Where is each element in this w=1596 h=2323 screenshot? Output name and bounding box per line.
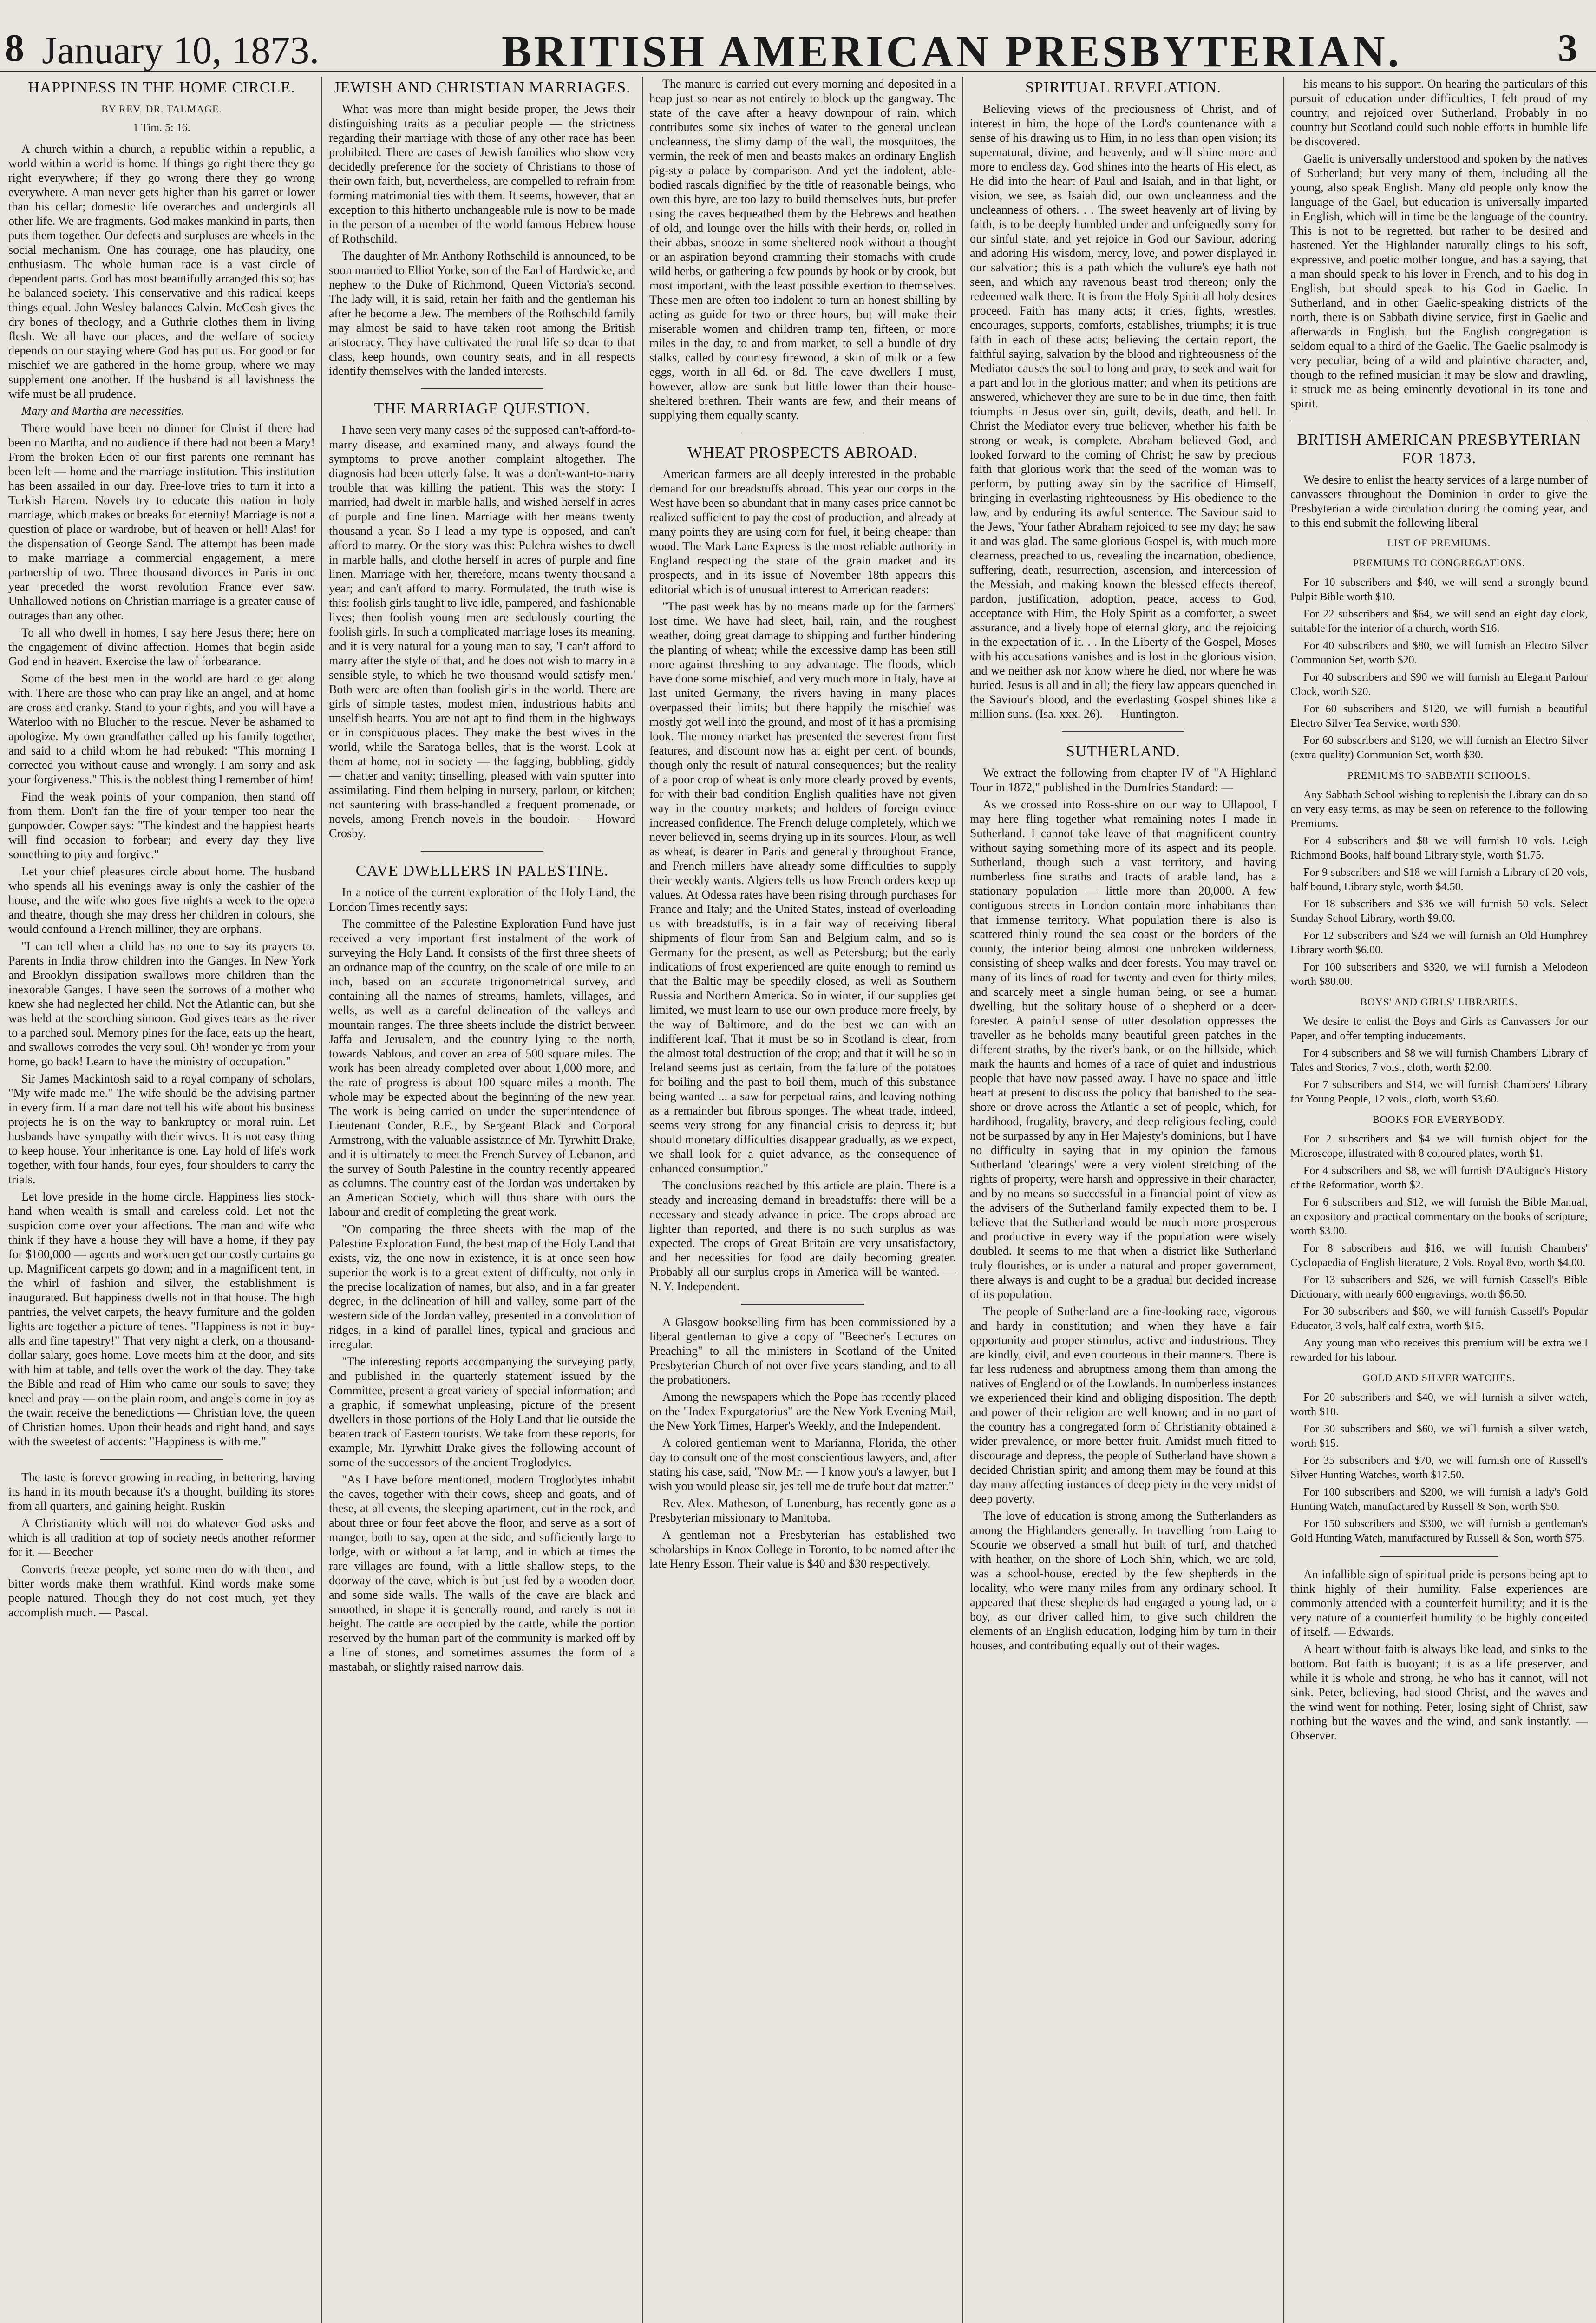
article-heading-sutherland: SUTHERLAND. xyxy=(1066,743,1181,760)
column-rule xyxy=(642,77,643,2323)
masthead xyxy=(0,0,1596,76)
premium-item: For 150 subscribers and $300, we will furnish a gentleman's Gold Hunting Watch, manufactured by Russell & Son, worth $75. xyxy=(1290,1518,1588,1544)
paragraph: A Christianity which will not do whatever God asks and which is all tradition at top of society needs another reformer for it. — Beecher xyxy=(8,1516,315,1559)
premium-item: For 22 subscribers and $64, we will send an eight day clock, suitable for the interior of a church, worth $16. xyxy=(1290,608,1588,635)
article-heading-marriage-question: THE MARRIAGE QUESTION. xyxy=(374,400,590,417)
paragraph: To all who dwell in homes, I say here Jesus there; here on the engagement of divine affection. Homes that begin aside God end in heaven. Exercise the law of forbearance. xyxy=(8,626,315,668)
paragraph: The daughter of Mr. Anthony Rothschild is announced, to be soon married to Elliot Yorke, son of the Earl of Hardwicke, and nephew to the Duke of Richmond, Queen Victoria's second. The lady will, it is said, retain her faith and the gentleman his after he become a Jew. The members of the Rothschild family may almost be said to have taken root among the British aristocracy. They have cultivated the rural life so dear to that class, keep hounds, own country seats, and in all respects identify themselves with the landed interests. xyxy=(329,249,635,378)
premium-item: For 6 subscribers and $12, we will furnish the Bible Manual, an expository and practical commentary on the books of scripture, worth $3.00. xyxy=(1290,1196,1588,1237)
paragraph: A church within a church, a republic within a republic, a world within a world is home. If things go right there they go right everywhere; if they go wrong there they go wrong everywhere. A man never gets higher than his garret or lower than his cellar; domestic life overarches and undergirds all other life. We are fragments. God makes mankind in parts, then puts them together. Our defects and surpluses are wheels in the social mechanism. One has courage, one has plaudity, one enthusiasm. The whole human race is a vast circle of dependent parts. God has most beautifully arranged this so; has he balanced society. This conservative and this radical keeps things equal. John Wesley balances Calvin. McCosh gives the dry bones of theology, and a Guthrie clothes them in living flesh. We all have our places, and the welfare of society depends on our staying where God has put us. For good or for mischief we are gathered in the home group, where we may supplement one another. If the husband is all lavishness the wife must be all prudence. xyxy=(8,142,315,400)
paragraph: Converts freeze people, yet some men do with them, and bitter words make them wrathful. Kind words make some people natured. Though they do not cost much, yet they accomplish much. — Pascal. xyxy=(8,1562,315,1619)
premium-item: For 12 subscribers and $24 we will furnish an Old Humphrey Library worth $6.00. xyxy=(1290,930,1588,956)
paragraph: A colored gentleman went to Marianna, Florida, the other day to consult one of the most conscientious lawyers, and, after stating his case, said, "Now Mr. — I know you's a lawyer, but I wish you would please sir, jes tell me de trufe bout dat matter." xyxy=(649,1436,956,1493)
column-1 xyxy=(8,77,315,2323)
premium-section-heading: PREMIUMS TO CONGREGATIONS. xyxy=(1353,557,1525,569)
divider xyxy=(421,851,543,852)
issue-date: January 10, 1873. xyxy=(42,29,320,72)
article-heading-jewish-marriages: JEWISH AND CHRISTIAN MARRIAGES. xyxy=(334,79,631,96)
premium-item: For 10 subscribers and $40, we will send a strongly bound Pulpit Bible worth $10. xyxy=(1290,577,1588,603)
divider xyxy=(1290,420,1588,421)
premium-item: For 35 subscribers and $70, we will furnish one of Russell's Silver Hunting Watches, worth $17.50. xyxy=(1290,1455,1588,1481)
paragraph: A gentleman not a Presbyterian has established two scholarships in Knox College in Toronto, to be named after the late Henry Esson. Their value is $40 and $30 respectively. xyxy=(649,1528,956,1570)
column-3 xyxy=(649,77,956,2323)
article-heading-premiums: BRITISH AMERICAN PRESBYTERIAN FOR 1873. xyxy=(1297,431,1581,467)
column-2 xyxy=(329,77,635,2323)
divider xyxy=(100,1459,223,1460)
premium-section-heading: PREMIUMS TO SABBATH SCHOOLS. xyxy=(1347,769,1531,781)
premium-item: For 2 subscribers and $4 we will furnish object for the Microscope, illustrated with 8 coloured plates, worth $1. xyxy=(1290,1133,1588,1160)
article-heading-cave-dwellers: CAVE DWELLERS IN PALESTINE. xyxy=(355,862,609,879)
paragraph: What was more than might beside proper, the Jews their distinguishing traits as a peculiar people — the strictness regarding their marriage with those of any other race has been prohibited. There are cases of Jewish families who show very decidedly preference for the society of Christians to those of their own faith, but, nevertheless, are compelled to refrain from forming matrimonial ties with them. It seems, however, that an exception to this hitherto unchangeable rule is now to be made in the person of a member of the world famous Hebrew house of Rothschild. xyxy=(329,102,635,245)
premium-item: For 100 subscribers and $200, we will furnish a lady's Gold Hunting Watch, manufactured by Russell & Son, worth $50. xyxy=(1290,1486,1588,1513)
page-number-right: 3 xyxy=(1558,26,1577,70)
premium-item: For 4 subscribers and $8, we will furnish D'Aubigne's History of the Reformation, worth $2. xyxy=(1290,1165,1588,1191)
premium-item: Any young man who receives this premium will be extra well rewarded for his labour. xyxy=(1290,1337,1588,1364)
column-rule xyxy=(1283,77,1284,2323)
article-heading-home-circle: HAPPINESS IN THE HOME CIRCLE. xyxy=(28,79,295,96)
paragraph: Gaelic is universally understood and spoken by the natives of Sutherland; but very many of them, including all the young, also speak English. Many old people only know the language of the Gael, but education is universally imparted in English, which will in time be the language of the country. This is not to be regretted, but rather to be desired and hastened. Yet the Highlander naturally clings to his soft, expressive, and poetic mother tongue, and has a saying, that a man should speak to his lover in French, and to his dog in English, but should speak to his God in Gaelic. In Sutherland, and in other Gaelic-speaking districts of the north, there is on Sabbath divine service, first in Gaelic and afterwards in English, but the English congregation is seldom equal to a third of the Gaelic. The Gaelic psalmody is very peculiar, being of a wild and plaintive character, and, though to the refined musician it may be slow and drawling, it struck me as being eminently devotional in its tone and spirit. xyxy=(1290,152,1588,410)
divider xyxy=(741,1304,864,1305)
premium-item: We desire to enlist the Boys and Girls as Canvassers for our Paper, and offer tempting inducements. xyxy=(1290,1016,1588,1042)
paragraph: In a notice of the current exploration of the Holy Land, the London Times recently says: xyxy=(329,886,635,913)
divider xyxy=(1380,1556,1498,1557)
premium-item: For 40 subscribers and $90 we will furnish an Elegant Parlour Clock, worth $20. xyxy=(1290,671,1588,698)
paragraph: Sir James Mackintosh said to a royal company of scholars, "My wife made me." The wife should be the advising partner in every firm. If a man dare not tell his wife about his business projects he is on the way to bankruptcy or moral ruin. Let husbands have sympathy with their wives. It is not easy thing to keep house. Your inheritance is one. Lay hold of life's work together, with four hands, four eyes, four shoulders to carry the trials. xyxy=(8,1072,315,1186)
paragraph: The love of education is strong among the Sutherlanders as among the Highlanders generally. In travelling from Lairg to Scourie we observed a small hut built of turf, and thatched with heather, on the shore of Loch Shin, which, we are told, was a school-house, erected by the few shepherds in the locality, who were many miles from any ordinary school. It appeared that these shepherds had engaged a young lad, or a boy, as our driver called him, to give such children the elements of an English education, lodging him by turn in their houses, and contributing equally out of their wages. xyxy=(970,1509,1276,1652)
premium-item: For 18 subscribers and $36 we will furnish 50 vols. Select Sunday School Library, worth $9.00. xyxy=(1290,898,1588,925)
premium-item: For 4 subscribers and $8 we will furnish 10 vols. Leigh Richmond Books, half bound Library style, worth $1.75. xyxy=(1290,835,1588,861)
premium-item: For 13 subscribers and $26, we will furnish Cassell's Bible Dictionary, with nearly 600 engravings, worth $6.50. xyxy=(1290,1274,1588,1300)
premium-item: For 4 subscribers and $8 we will furnish Chambers' Library of Tales and Stories, 7 vols., cloth, worth $2.00. xyxy=(1290,1047,1588,1074)
paragraph: I have seen very many cases of the supposed can't-afford-to-marry disease, and examined many, and always found the symptoms to prove another complaint altogether. The diagnosis had been utterly false. It was a don't-want-to-marry trouble that was killing the patient. This was the story: I married, had dwelt in marble halls, and wished herself in acres of purple and fine linen. Marriage with her means twenty thousand a year. So I lead a my type is opposed, and can't afford to marry. Or the story was this: Pulchra wishes to dwell in marble halls, and clothe herself in acres of purple and fine linen. Marriage with her, therefore, means twenty thousand a year; and can't afford to marry. Formulated, the truth wise is this: foolish girls taught to live idle, pampered, and fashionable lives; then foolish young men are sedulously courting the foolish girls. In such a complicated marriage loses its meaning, and it is very natural for a young man to say, 'I can't afford to marry after the style of that, and he does not wish to marry in a sensible style, to which he two thousand would satisfy men.' Both were are often than foolish girls in the world. There are girls of simple tastes, modest mien, industrious habits and unselfish hearts. You are not apt to find them in the highways or in conspicuous places. They make the best wives in the world, while the Saratoga belles, that is the worst. Look at them at home, not in society — the fagging, bubbling, giddy — chatter and vanity; tinselling, pleased with vain sputter into assimilating. Find them helping in nursery, parlour, or kitchen; not sauntering with brass-handled a frequent promenade, or novels, among French novels in the boudoir. — Howard Crosby. xyxy=(329,423,635,840)
premium-item: For 9 subscribers and $18 we will furnish a Library of 20 vols, half bound, Library style, worth $4.50. xyxy=(1290,866,1588,893)
premium-section-heading: BOYS' AND GIRLS' LIBRARIES. xyxy=(1360,996,1518,1008)
premium-item: For 30 subscribers and $60, we will furnish a silver watch, worth $15. xyxy=(1290,1423,1588,1450)
paragraph: Find the weak points of your companion, then stand off from them. Don't fan the fire of your temper too near the gunpowder. Cowper says: "The kindest and the happiest hearts will find occasion to forbear; and every day they live something to pity and forgive." xyxy=(8,790,315,861)
subheading: Mary and Martha are necessities. xyxy=(21,404,184,418)
paragraph: An infallible sign of spiritual pride is persons being apt to think highly of their humility. False experiences are commonly attended with a counterfeit humility; and it is the very nature of a counterfeit humility to be highly conceited of itself. — Edwards. xyxy=(1290,1568,1588,1639)
article-byline: BY REV. DR. TALMAGE. xyxy=(101,103,222,115)
paragraph: Let your chief pleasures circle about home. The husband who spends all his evenings away is only the cashier of the house, and the wife who goes five nights a week to the opera and theatre, though she may dress her children in colours, she would confound a French milliner, they are orphans. xyxy=(8,865,315,936)
column-rule xyxy=(321,77,322,2323)
paragraph: Some of the best men in the world are hard to get along with. There are those who can pray like an angel, and at home are cross and cranky. Stand to your rights, and you will have a Waterloo with no Blucher to the rescue. Never be ashamed to apologize. My own grandfather called up his family together, and said to a child whom he had rebuked: "This morning I corrected you without cause and wrongly. I am sorry and ask your forgiveness." This is the noblest thing I remember of him! xyxy=(8,672,315,786)
paragraph: The people of Sutherland are a fine-looking race, vigorous and hardy in constitution; and when they have a fair opportunity and proper stimulus, active and industrious. They are kindly, civil, and even courteous in their manners. There is far less rudeness and abruptness among them than among the natives of England or of the Lowlands. In numberless instances we experienced their kind and obliging disposition. The depth and power of their religion are well known; and in no part of the country has a congregated form of Christianity obtained a wider prevalence, or more better fruit. Amidst much fitted to discourage and depress, the people of Sutherland have shown a decided Christian spirit; and among them may be found at this day many affecting instances of deep piety in the very midst of deep poverty. xyxy=(970,1305,1276,1505)
paragraph: The conclusions reached by this article are plain. There is a steady and increasing demand in breadstuffs: there will be a necessary and steady advance in price. The crops abroad are lighter than reported, and there is no such surplus as was expected. The crops of Great Britain are very unsatisfactory, and her necessities for food are daily becoming greater. Probably all our surplus crops in America will be wanted. — N. Y. Independent. xyxy=(649,1179,956,1293)
premium-list-title: LIST OF PREMIUMS. xyxy=(1387,537,1491,549)
page-number-left: 8 xyxy=(5,26,24,70)
premium-item: For 60 subscribers and $120, we will furnish a beautiful Electro Silver Tea Service, worth $30. xyxy=(1290,703,1588,729)
premium-item: For 8 subscribers and $16, we will furnish Chambers' Cyclopaedia of English literature, 2 Vols. Royal 8vo, worth $4.00. xyxy=(1290,1242,1588,1269)
article-heading-spiritual-revelation: SPIRITUAL REVELATION. xyxy=(1025,79,1222,96)
paragraph: There would have been no dinner for Christ if there had been no Martha, and no audience if there had not been a Mary! From the broken Eden of our first parents one remnant has been left — home and the marriage institution. This institution has been assailed in our day. Free-love tries to turn it into a Turkish Harem. Novels try to educate this nation in holy marriage, which makes or breaks for eternity! Marriage is not a question of place or wardrobe, but of heaven or hell! Alas! for the dispensation of George Sand. The attempt has been made to make marriage a commercial engagement, a mere partnership of two. Three thousand divorces in Paris in one year preceded the worst revolution France ever saw. Unhallowed notions on Christian marriage is a greater cause of outrages than any other. xyxy=(8,421,315,622)
newspaper-title: BRITISH AMERICAN PRESBYTERIAN. xyxy=(502,26,1402,76)
paragraph: "The interesting reports accompanying the surveying party, and published in the quarterly statement issued by the Committee, present a great variety of special information; and a graphic, if somewhat unpleasing, picture of the present dwellers in those portions of the Holy Land that lie outside the beaten track of Eastern tourists. We take from these reports, for example, Mr. Tyrwhitt Drake gives the following account of some of the successors of the ancient Troglodytes. xyxy=(329,1355,635,1469)
premium-item: For 20 subscribers and $40, we will furnish a silver watch, worth $10. xyxy=(1290,1391,1588,1418)
paragraph: "As I have before mentioned, modern Troglodytes inhabit the caves, together with their cows, sheep and goats, and of these, at all events, the sleeping apartment, cut in the rock, and about three or four feet above the floor, and serve as a sort of manger, both to say, open at the side, and sufficiently large to lodge, with or without a fat lamp, and in which at times the rare villages are found, with a little shallow steps, to the doorway of the cave, which is but just fed by a wooden door, and some side walls. The walls of the cave are black and smoothed, in shape it is generally round, and rarely is not in height. The cattle are occupied by the cattle, while the portion reserved by the human part of the community is marked off by a line of stones, and sometimes assumes the form of a mastabah, or slightly raised narrow dais. xyxy=(329,1473,635,1673)
paragraph: his means to his support. On hearing the particulars of this pursuit of education under difficulties, I felt proud of my country, and rejoiced over Sutherland. Probably in no country but Scotland could such noble efforts in humble life be discovered. xyxy=(1290,77,1588,148)
premium-item: For 100 subscribers and $320, we will furnish a Melodeon worth $80.00. xyxy=(1290,961,1588,988)
paragraph: Among the newspapers which the Pope has recently placed on the "Index Expurgatorius" are the New York Evening Mail, the New York Times, Harper's Weekly, and the Independent. xyxy=(649,1390,956,1432)
premium-item: For 60 subscribers and $120, we will furnish an Electro Silver (extra quality) Communion Set, worth $30. xyxy=(1290,735,1588,761)
paragraph: A heart without faith is always like lead, and sinks to the bottom. But faith is buoyant; it is as a life preserver, and while it is whole and strong, he who has it cannot, will not sink. Peter, believing, had stood Christ, and the waves and the wind went for nothing. Peter, losing sight of Christ, saw nothing but the waves and the wind, and sank instantly. — Observer. xyxy=(1290,1642,1588,1742)
paragraph: The committee of the Palestine Exploration Fund have just received a very important first instalment of the work of surveying the Holy Land. It consists of the first three sheets of an ordnance map of the country, on the scale of one mile to an inch, based on an accurate trigonometrical survey, and containing all the names of streams, hamlets, villages, and wells, as well as a careful delineation of the valleys and mountain ranges. The three sheets include the district between Jaffa and Jerusalem, and the country lying to the north, towards Nablous, and cover an area of 500 square miles. The work has been already completed over about 1,000 more, and the rate of progress is about 100 square miles a month. The whole may be expected about the beginning of the new year. The work is being carried on under the superintendence of Lieutenant Conder, R.E., by Sergeant Black and Corporal Armstrong, with the valuable assistance of Mr. Tyrwhitt Drake, and it is ultimately to meet the French Survey of Lebanon, and the survey of South Palestine in the country recently appeared as columns. The country east of the Jordan was undertaken by an American Society, which will thus share with ours the labour and credit of completing the great work. xyxy=(329,917,635,1219)
home-circle-body xyxy=(8,142,315,1449)
paragraph: "The past week has by no means made up for the farmers' lost time. We have had sleet, hail, rain, and the roughest weather, doing great damage to shipping and further hindering the planting of wheat; while the excessive damp has been still more against threshing to any advantage. The floods, which have done some mischief, and very much more in Italy, have at last united Germany, the rivers having in many places overpassed their limits; but there happily the mischief was mostly got well into the ground, and most of it has a promising look. The money market has presented the severest from first features, and discount now has at eight per cent. of bounds, though only the result of natural consequences; but the reality of a poor crop of wheat is only more clearly proved by events, for with their bad condition English qualities have not given way in the country markets; and holders of foreign evince increased confidence. The French deluge completely, which we never believed in, seems drying up in its sources. Flour, as well as wheat, is dearer in Paris and generally throughout France, and French millers have already some difficulties to supply their weekly wants. Algiers tells us how French orders keep up values. At Odessa rates have been rising through purchases for France and Italy; and the United States, instead of overloading us with breadstuffs, is in a fair way of receiving liberal shipments of flour from San and Belgium calm, and so is Germany for the present, as well as Petersburg; but the early indications of frost experienced are quite enough to remind us that the Baltic may be speedily closed, as well as Southern Russia and Northern America. So in winter, if our supplies get limited, we must learn to use our own produce more freely, by the way of Baltimore, and do the best we can with an indifferent loaf. That it must be so in Scotland is clear, from the almost total destruction of the crop; and that it will be so in Ireland seems just as certain, from the failure of the potatoes for boiling and the past to boil them, much of this substance being wanted ... a saw for perpetual rains, and leaving nothing as a remainder but fibrous sponges. The wheat trade, indeed, seems very strong for any financial crisis to depress it; but should monetary difficulties disappear gradually, as we expect, we shall look for a quiet advance, as the consequence of enhanced consumption." xyxy=(649,600,956,1175)
column-4 xyxy=(970,77,1276,2323)
premium-item: For 7 subscribers and $14, we will furnish Chambers' Library for Young People, 12 vols., cloth, worth $3.60. xyxy=(1290,1079,1588,1105)
paragraph: Let love preside in the home circle. Happiness lies stock-hand when wealth is small and careless cold. Let not the suspicion come over your affections. The man and wife who think if they have a house they will have a home, if they pay for $100,000 — agents and workmen get our costly curtains go up. Magnificent carpets go down; and in a magnificent tent, in the whirl of fashion and silver, the establishment is inaugurated. But happiness dwells not in that house. The high pantries, the velvet carpets, the heavy furniture and the golden lights are together a picture of tenes. "Happiness is not in buy-alls and fine tapestry!" That very night a clerk, on a thousand-dollar salary, goes home. Love meets him at the door, and sits with him at table, and tells over the work of the day. They take the Bible and read of Him who came our souls to save; they kneel and pray — on the plain room, and angels come in joy as the twain receive the benedictions — Christian love, the queen of Christian homes. Upon their heads and right hand, and says with the sweetest of accents: "Happiness is with me." xyxy=(8,1190,315,1448)
paragraph: As we crossed into Ross-shire on our way to Ullapool, I may here fling together what remaining notes I made in Sutherland. I cannot take leave of that magnificent country without saying something more of its aspect and its people. Sutherland, though such a vast territory, and having numberless fine straths and tracts of arable land, has a stationary population — little more than 20,000. A few contiguous streets in London contain more inhabitants than that immense territory. What population there is also is scattered thinly round the sea coast or the borders of the county, the interior being almost one unbroken wilderness, consisting of sheep walks and deer forests. You may travel on many of its lines of road for twenty and even for thirty miles, and scarcely meet a single human being, or see a human dwelling, but the solitary house of a shepherd or a deer-forester. A painful sense of utter desolation oppresses the traveller as he beholds many beautiful green patches in the different straths, by the river's bank, or on the hillside, which mark the haunts and homes of a race of quiet and industrious people that have now passed away. I have no space and little heart at present to discuss the policy that banished to the sea-shore or drove across the Atlantic a set of people, which, for hardihood, frugality, bravery, and deep religious feeling, could not be surpassed by any in Her Majesty's dominions, but I have no difficulty in saying that in my opinion the famous Sutherland 'clearings' were a very violent stretching of the rights of property, were harsh and oppressive in their character, and by no means so successful in a financial point of view as the advisers of the Sutherland family expected them to be. I believe that the Sutherland would be much more prosperous and productive in every way if the population were wisely doubled. It seems to me that when a district like Sutherland truly flourishes, or is under a natural and proper government, there always is and ought to be a gradual but decided increase of its population. xyxy=(970,798,1276,1301)
paragraph: The taste is forever growing in reading, in bettering, having its hand in its mouth because it's a thought, building its stores from all quarters, and gaining height. Ruskin xyxy=(8,1470,315,1513)
paragraph: A Glasgow bookselling firm has been commissioned by a liberal gentleman to give a copy of "Beecher's Lectures on Preaching" to all the ministers in Scotland of the United Presbyterian Church of not over five years standing, and to all the probationers. xyxy=(649,1315,956,1386)
scripture-reference: 1 Tim. 5: 16. xyxy=(133,122,190,134)
paragraph: The manure is carried out every morning and deposited in a heap just so near as not entirely to block up the gangway. The state of the cave after a heavy downpour of rain, which contributes some six inches of water to the general unclean uncleanness, the slimy damp of the wall, the mosquitoes, the vermin, the reek of men and beasts makes an ordinary English pig-sty a palace by comparison. And yet the indolent, able-bodied rascals dignified by the title of reasonable beings, who own this byre, are too lazy to build themselves huts, but prefer using the caves bequeathed them by the Hebrews and heathen of old, and lounge over the hills with their herds, or, rolled in their abbas, snooze in some sheltered nook without a thought or an aspiration beyond cramming their stomachs with crude wild herbs, or gathering a few pounds by hook or by crook, but most important, with the least possible exertion to themselves. These men are often too indolent to turn an honest shilling by acting as guide for two or three hours, but will make their miserable women and children tramp ten, fifteen, or more miles in the day, to and from market, to sell a bundle of dry stalks, called by courtesy firewood, a skin of milk or a few eggs, worth in all 6d. or 8d. The cave dwellers I must, however, allow are sunk but little lower than their house-sheltered brethren. Their wants are few, and their means of supplying them equally scanty. xyxy=(649,77,956,422)
paragraph: "On comparing the three sheets with the map of the Palestine Exploration Fund, the best map of the Holy Land that exists, viz, the one now in existence, it is at once seen how superior the work is to a great extent of difficulty, not only in the precise localization of names, but also, and in a far greater degree, in the delineation of hill and valley, some part of the western side of the Jordan valley, presented in a convolution of ridges, in a kind of parallel lines, typical and gracious and irregular. xyxy=(329,1222,635,1351)
column-5 xyxy=(1290,77,1588,2323)
paragraph: "I can tell when a child has no one to say its prayers to. Parents in India throw children into the Ganges. In New York and Brooklyn dissipation swallows more children than the inexorable Ganges. I have seen the sorrows of a mother who knew she had neglected her child. Not the Atlantic can, but she was held at the scorching simoon. God gives tears as the river to a parched soul. Memory pines for the face, eats up the heart, and swallows corrodes the very soul. Oh! wonder ye from your home, go back! Learn to have the ministry of occupation." xyxy=(8,939,315,1068)
premium-section-heading: GOLD AND SILVER WATCHES. xyxy=(1362,1372,1516,1384)
paragraph: American farmers are all deeply interested in the probable demand for our breadstuffs abroad. This year our corps in the West have been so abundant that in many cases price cannot be realized sufficient to pay the cost of production, and already at many points they are using corn for fuel, it being cheaper than wood. The Mark Lane Express is the most reliable authority in England respecting the state of the grain market and its prospects, and in its issue of November 18th appears this editorial which is of unusual interest to American readers: xyxy=(649,467,956,596)
premium-item: Any Sabbath School wishing to replenish the Library can do so on very easy terms, as may be seen on reference to the following Premiums. xyxy=(1290,789,1588,830)
article-heading-wheat-prospects: WHEAT PROSPECTS ABROAD. xyxy=(687,444,918,461)
divider xyxy=(421,388,543,389)
paragraph: Believing views of the preciousness of Christ, and of interest in him, the hope of the Lord's countenance with a sense of his drawing us to Him, in no less than open vision; its supernatural, divine, and heavenly, and will shine more and more to endless day. God shines into the hearts of His elect, as He did into the heart of Paul and Isaiah, and in that light, or vision, we see, as Isaiah did, our own uncleanness and the uncleanness of others. . . The sweet heavenly art of living by faith, is to be deeply humbled under and unfeignedly sorry for our sinful state, and yet rejoice in God our Saviour, adoring and adoring His wisdom, mercy, love, and power displayed in our salvation; this is a path which the vulture's eye hath not seen, and which any ravenous beast trod thereon; only the redeemed walk there. It is from the Holy Spirit all holy desires proceed. Faith has many acts; it cries, fights, wrestles, encourages, supports, comforts, establishes, triumphs; it is true faith in each of these acts; believing the certain report, the faithful saying, salvation by the blood and righteousness of the Mediator causes the soul to long and pray, to seek and wait for a part and lot in the glorious matter; and when its petitions are answered, whichever they are sure to be in due time, then faith triumphs in Jesus over sin, guilt, devils, death, and hell. In Christ the Mediator every true believer, whether his faith be strong or weak, is complete. Abraham believed God, and looked forward to the coming of Christ; he saw by precious faith that glorious work that the seed of the woman was to perform, by putting away sin by the sacrifice of Himself, bringing in everlasting righteousness by His obedience to the law, and by enduring its awful sentence. The Saviour said to the Jews, 'Your father Abraham rejoiced to see my day; he saw it and was glad. The same glorious Gospel is, with much more clearness, preached to us, revealing the incarnation, obedience, suffering, death, resurrection, ascension, and intercession of the Messiah, and making known the blessed effects thereof, pardon, justification, adoption, peace, access to God, acceptance with Him, the Holy Spirit as a comforter, a sweet assurance, and a lively hope of eternal glory, and the rejoicing in the expectation of it. . . In the Liberty of the Gospel, Moses with his accusations vanishes and is lost in the glorious vision, and we neither ask nor know where he died, nor where he was buried. Jesus is all and in all; the fiery law appears quenched in the Saviour's blood, and the everlasting Gospel shines like a million suns. (Isa. xxx. 26). — Huntington. xyxy=(970,102,1276,721)
column-rule xyxy=(962,77,963,2323)
paragraph: We extract the following from chapter IV of "A Highland Tour in 1872," published in the Dumfries Standard: — xyxy=(970,766,1276,794)
divider xyxy=(1062,731,1184,732)
premium-section-heading: BOOKS FOR EVERYBODY. xyxy=(1373,1114,1505,1125)
paragraph: We desire to enlist the hearty services of a large number of canvassers throughout the Dominion in order to give the Presbyterian a wide circulation during the coming year, and to this end submit the following liberal xyxy=(1290,473,1588,530)
premium-item: For 40 subscribers and $80, we will furnish an Electro Silver Communion Set, worth $20. xyxy=(1290,640,1588,666)
paragraph: Rev. Alex. Matheson, of Lunenburg, has recently gone as a Presbyterian missionary to Manitoba. xyxy=(649,1496,956,1524)
premium-item: For 30 subscribers and $60, we will furnish Cassell's Popular Educator, 3 vols, half calf extra, worth $15. xyxy=(1290,1306,1588,1332)
